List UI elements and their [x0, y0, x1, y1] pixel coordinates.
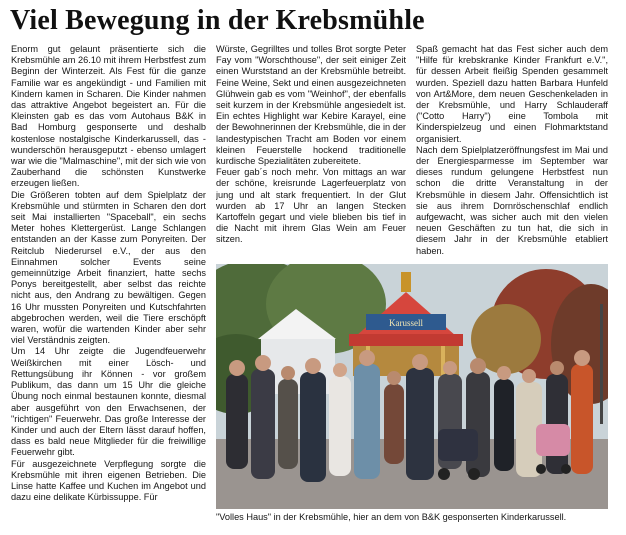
article-column-1	[11, 44, 206, 529]
photo-caption: "Volles Haus" in der Krebsmühle, hier an dem von B&K gesponserten Kinderkarussell.	[216, 512, 567, 522]
paragraph: Spaß gemacht hat das Fest sicher auch dem "Hilfe für krebskranke Kinder Frankfurt e.V.", für dessen Arbeit fleißig Spenden gesammelt wurden. Speziell dazu hatten Barbara Hunfeld von Art&More, dem neuen Geschenkeladen in der Krebsmühle, und Harry Schlauderaff ("Cotto Harry") eine Tombola mit Kinderspielzeug und einen Flohmarktstand organisiert.	[416, 44, 608, 144]
article-headline: Viel Bewegung in der Krebsmühle	[10, 5, 425, 36]
article-column-2	[216, 44, 406, 260]
article-column-3	[416, 44, 608, 260]
paragraph: Enorm gut gelaunt präsentierte sich die Krebsmühle am 26.10 mit ihrem Herbstfest zum Beginn der Winterzeit. Als Fest für die ganze Familie war es angekündigt - und Familien mit Kindern kamen in Scharen. Die Kinder nahmen das attraktive Angebot begeistert an. Für die Kleinsten gab es das vom Autohaus B&K in Bad Homburg gesponserte und deshalb kostenlose nostalgische Kinderkarussell, das - wunderschön herausgeputzt - ebenso umlagert war wie die "Malmaschine", mit der sich wie von Zauberhand die schönsten Kunstwerke erzeugen ließen.	[11, 44, 206, 189]
paragraph: Um 14 Uhr zeigte die Jugendfeuerwehr Weißkirchen mit einer Lösch- und Rettungsübung ihr Können - vor großem Publikum, das dann um 15 Uhr die gleiche Übung noch einmal bestaunen konnte, diesmal aber ausgeführt von den Erwachsenen, der "richtigen" Feuerwehr. Das große Interesse der Kinder und auch der Eltern lässt darauf hoffen, dass es bald neue Mitglieder für die freiwillige Feuerwehr gibt.	[11, 346, 206, 458]
paragraph: Würste, Gegrilltes und tolles Brot sorgte Peter Fay vom "Worschthouse", der seit einiger Zeit einen Wurststand an der Krebsmühle betreibt. Feine Weine, Sekt und einen ausgezeichneten Glühwein gab es vom "Weinhof", der ebenfalls seit kurzem in der Krebsmühle angesiedelt ist. Ein echtes Highlight war Kebire Karayel, eine der Bewohnerinnen der Krebsmühle, die in der landestypischen Tracht am Boden vor einem kleinen Feuerstelle hockend traditionelle kurdische Spezialitäten zubereitete.	[216, 44, 406, 167]
carousel-photo	[216, 264, 608, 509]
paragraph: Nach dem Spielplatzeröffnungsfest im Mai und der Energiesparmesse im September war dieses rundum gelungene Herbstfest nun schon die dritte Veranstaltung in der Krebsmühle in diesem Jahr. Offensichtlich ist sie aus ihrem Dornröschenschlaf endlich aufgewacht, was sicher auch mit den vielen neuen Geschäften zu tun hat, die sich in diesem Jahr in der Krebsmühle etabliert haben.	[416, 144, 608, 256]
paragraph: Feuer gab´s noch mehr. Von mittags an war der schöne, kreisrunde Lagerfeuerplatz von jung und alt stark frequentiert. In der Glut wurden ab 17 Uhr an langen Stecken Kartoffeln gegart und viele blieben bis tief in die Nacht mit ihrem Glas Wein am Feuer sitzen.	[216, 167, 406, 245]
paragraph: Die Größeren tobten auf dem Spielplatz der Krebsmühle und stürmten in Scharen den dort seit Mai installierten "Spaceball", ein sechs Meter hohes Klettergerüst. Lange Schlangen entstanden an der Kasse zum Ponyreiten. Der Reitclub Niederursel e.V., der aus den Einnahmen solcher Events seine gemeinnützige Arbeit finanziert, hatte sechs Ponys bereitgestellt, aber selbst das reichte nicht aus, den Andrang zu bewältigen. Gegen 16 Uhr mussten Ponyreiten und Kutschfahrten abgebrochen werden, weil die Tiere erschöpft waren, wofür die wartenden Kinder aber sehr viel Verständnis zeigten.	[11, 189, 206, 346]
paragraph: Für ausgezeichnete Verpflegung sorgte die Krebsmühle mit ihren eigenen Betrieben. Die Linse hatte Kaffee und Kuchen im Angebot und dazu eine delikate Kürbissuppe. Für	[11, 458, 206, 503]
carousel-sign-text: Karussell	[389, 318, 423, 328]
